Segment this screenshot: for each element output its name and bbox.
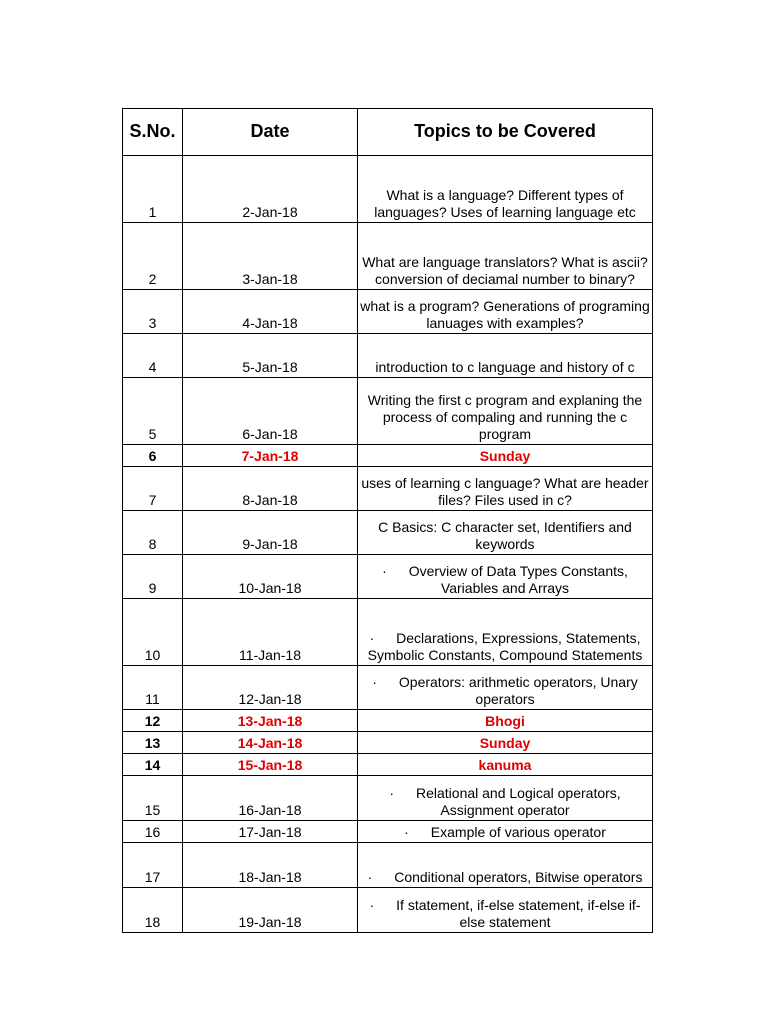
row-topic (358, 467, 653, 511)
table-row (123, 776, 653, 821)
row-topic (358, 156, 653, 223)
row-topic (358, 732, 653, 754)
row-sno: 2 (123, 223, 183, 290)
row-sno: 3 (123, 290, 183, 334)
row-topic-text: uses of learning c language? What are header files? Files used in c? (361, 475, 649, 508)
row-topic-text: kanuma (478, 757, 532, 773)
row-date: 13-Jan-18 (183, 710, 358, 732)
row-sno: 15 (123, 776, 183, 821)
bullet-icon: · (367, 869, 373, 885)
table-row (123, 511, 653, 555)
row-topic-text: C Basics: C character set, Identifiers and keywords (378, 519, 632, 552)
row-topic (358, 888, 653, 933)
row-date: 9-Jan-18 (183, 511, 358, 555)
table-row (123, 888, 653, 933)
table-row (123, 821, 653, 843)
header-sno: S.No. (123, 109, 183, 156)
row-sno: 14 (123, 754, 183, 776)
row-date: 8-Jan-18 (183, 467, 358, 511)
bullet-icon: · (404, 824, 409, 840)
row-date: 19-Jan-18 (183, 888, 358, 933)
row-sno: 18 (123, 888, 183, 933)
bullet-icon: · (372, 674, 377, 690)
row-sno: 13 (123, 732, 183, 754)
row-topic (358, 599, 653, 666)
row-topic-text: Sunday (479, 735, 531, 751)
row-topic-text: What are language translators? What is ascii? conversion of deciamal number to binary? (362, 254, 648, 287)
row-date: 12-Jan-18 (183, 666, 358, 710)
row-sno: 10 (123, 599, 183, 666)
row-sno: 8 (123, 511, 183, 555)
row-sno: 6 (123, 445, 183, 467)
row-topic-text: introduction to c language and history of c (375, 359, 635, 375)
row-date: 6-Jan-18 (183, 378, 358, 445)
row-sno: 9 (123, 555, 183, 599)
row-topic (358, 666, 653, 710)
table-row (123, 334, 653, 378)
table-row (123, 467, 653, 511)
row-date: 14-Jan-18 (183, 732, 358, 754)
row-sno: 16 (123, 821, 183, 843)
row-topic (358, 754, 653, 776)
schedule-rows (123, 156, 653, 933)
table-row (123, 223, 653, 290)
bullet-icon: · (369, 630, 375, 646)
table-row (123, 445, 653, 467)
schedule-table (122, 108, 653, 933)
row-topic-text: What is a language? Different types of languages? Uses of learning language etc (374, 187, 636, 220)
row-topic-text: Overview of Data Types Constants, Variables and Arrays (408, 563, 628, 596)
table-row (123, 754, 653, 776)
row-sno: 4 (123, 334, 183, 378)
row-sno: 5 (123, 378, 183, 445)
row-topic-text: If statement, if-else statement, if-else if-else statement (396, 897, 641, 930)
table-header-row (123, 109, 653, 156)
bullet-icon: · (389, 785, 394, 801)
row-date: 18-Jan-18 (183, 843, 358, 888)
row-topic (358, 710, 653, 732)
row-topic (358, 223, 653, 290)
bullet-icon: · (369, 897, 375, 913)
row-date: 10-Jan-18 (183, 555, 358, 599)
row-topic (358, 555, 653, 599)
row-date: 17-Jan-18 (183, 821, 358, 843)
table-row (123, 378, 653, 445)
row-topic-text: Sunday (479, 448, 531, 464)
row-date: 15-Jan-18 (183, 754, 358, 776)
table-row (123, 156, 653, 223)
row-topic (358, 821, 653, 843)
row-date: 4-Jan-18 (183, 290, 358, 334)
row-date: 5-Jan-18 (183, 334, 358, 378)
row-sno: 7 (123, 467, 183, 511)
row-topic (358, 843, 653, 888)
table-row (123, 732, 653, 754)
row-topic (358, 378, 653, 445)
table-row (123, 666, 653, 710)
row-date: 11-Jan-18 (183, 599, 358, 666)
row-sno: 12 (123, 710, 183, 732)
table-row (123, 290, 653, 334)
row-date: 3-Jan-18 (183, 223, 358, 290)
row-sno: 17 (123, 843, 183, 888)
table-row (123, 555, 653, 599)
row-sno: 11 (123, 666, 183, 710)
row-date: 7-Jan-18 (183, 445, 358, 467)
row-topic-text: Operators: arithmetic operators, Unary operators (398, 674, 638, 707)
table-row (123, 843, 653, 888)
table-row (123, 710, 653, 732)
row-date: 2-Jan-18 (183, 156, 358, 223)
row-topic (358, 511, 653, 555)
row-topic (358, 445, 653, 467)
row-topic (358, 334, 653, 378)
row-topic-text: Declarations, Expressions, Statements, Symbolic Constants, Compound Statements (367, 630, 643, 663)
header-date: Date (183, 109, 358, 156)
row-date: 16-Jan-18 (183, 776, 358, 821)
row-topic-text: Relational and Logical operators, Assignment operator (415, 785, 621, 818)
row-topic (358, 290, 653, 334)
row-topic (358, 776, 653, 821)
row-sno: 1 (123, 156, 183, 223)
header-topics: Topics to be Covered (358, 109, 653, 156)
row-topic-text: Writing the first c program and explaning the process of compaling and running the c program (367, 392, 643, 442)
row-topic-text: Bhogi (485, 713, 525, 729)
table-row (123, 599, 653, 666)
bullet-icon: · (382, 563, 387, 579)
row-topic-text: what is a program? Generations of programing lanuages with examples? (360, 298, 650, 331)
row-topic-text: Example of various operator (430, 824, 606, 840)
row-topic-text: Conditional operators, Bitwise operators (394, 869, 643, 885)
